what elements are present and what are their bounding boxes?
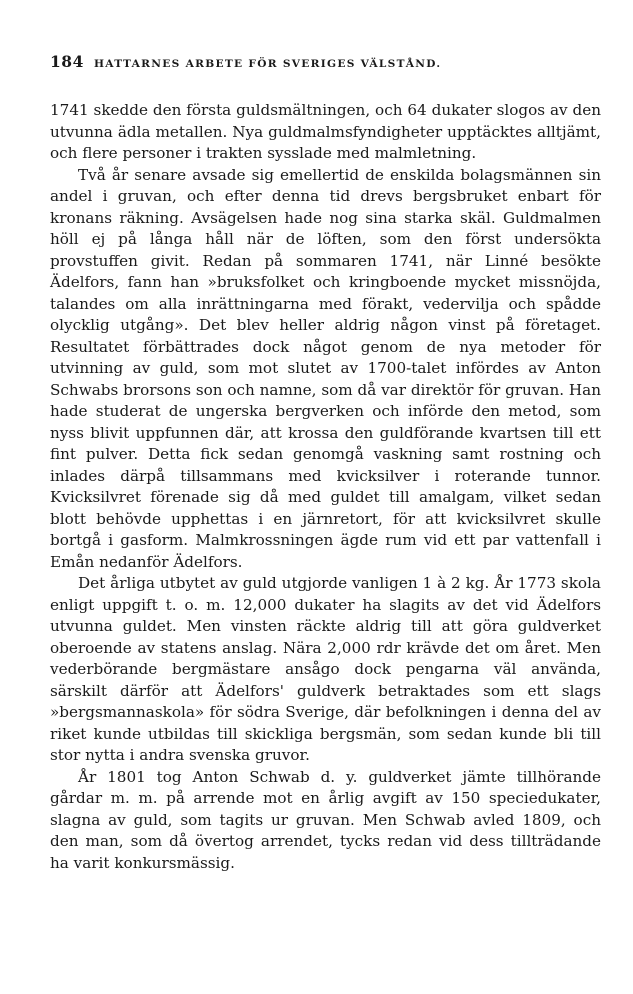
paragraph-2: Två år senare avsade sig emellertid de enskilda bolagsmännen sin andel i gruvan, och efter denna tid drevs bergsbruket enbart för kronans räkning. Avsägelsen hade nog sina starka skäl. Guldmalmen höll ej på långa håll när de löften, som den först undersökta provstuffen givit. Redan på sommaren 1741, när Linné besökte Ädelfors, fann han »bruksfolket och kringboende mycket missnöjda, talandes om alla inrättningarna med förakt, vedervilja och spådde olycklig utgång». Det blev heller aldrig någon vinst på företaget. Resultatet förbättrades dock något genom de nya metoder för utvinning av guld, som mot slutet av 1700-talet infördes av Anton Schwabs brorsons son och namne, som då var direktör för gruvan. Han hade studerat de ungerska bergverken och införde den metod, som nyss blivit uppfunnen där, att krossa den guldförande kvartsen till ett fint pulver. Detta fick sedan genomgå vaskning samt rostning och inlades därpå tillsammans med kvicksilver i roterande tunnor. Kvicksilvret förenade sig då med guldet till amalgam, vilket sedan blott behövde upphettas i en järnretort, för att kvicksilvret skulle bortgå i gasform. Malmkrossningen ägde rum vid ett par vattenfall i Emån nedanför Ädelfors. (50, 165, 601, 571)
running-head (50, 52, 601, 74)
page-number: 184 (50, 52, 84, 71)
book-page (50, 52, 601, 874)
paragraph-3: Det årliga utbytet av guld utgjorde vanligen 1 à 2 kg. År 1773 skola enligt uppgift t. o. m. 12,000 dukater ha slagits av det vid Ädelfors utvunna guldet. Men vinsten räckte aldrig till att göra guldverket oberoende av statens anslag. Nära 2,000 rdr krävde det om året. Men vederbörande bergmästare ansågo dock pengarna väl använda, särskilt därför att Ädelfors' guldverk betraktades som ett slags »bergsmannaskola» för södra Sverige, där befolkningen i denna del av riket kunde utbildas till skickliga bergsmän, som sedan kunde bli till stor nytta i andra svenska gruvor. (50, 574, 601, 764)
paragraph-1: 1741 skedde den första guldsmältningen, och 64 dukater slogos av den utvunna ädla metallen. Nya guldmalmsfyndigheter upptäcktes alltjämt, och flere personer i trakten sysslade med malmletning. (50, 101, 601, 162)
paragraph-4: År 1801 tog Anton Schwab d. y. guldverket jämte tillhörande gårdar m. m. på arrende mot en årlig avgift av 150 speciedukater, slagna av guld, som tagits ur gruvan. Men Schwab avled 1809, och den man, som då övertog arrendet, tycks redan vid dess tillträdande ha varit konkursmässig. (50, 767, 601, 872)
running-title: HATTARNES ARBETE FÖR SVERIGES VÄLSTÅND. (94, 58, 442, 70)
